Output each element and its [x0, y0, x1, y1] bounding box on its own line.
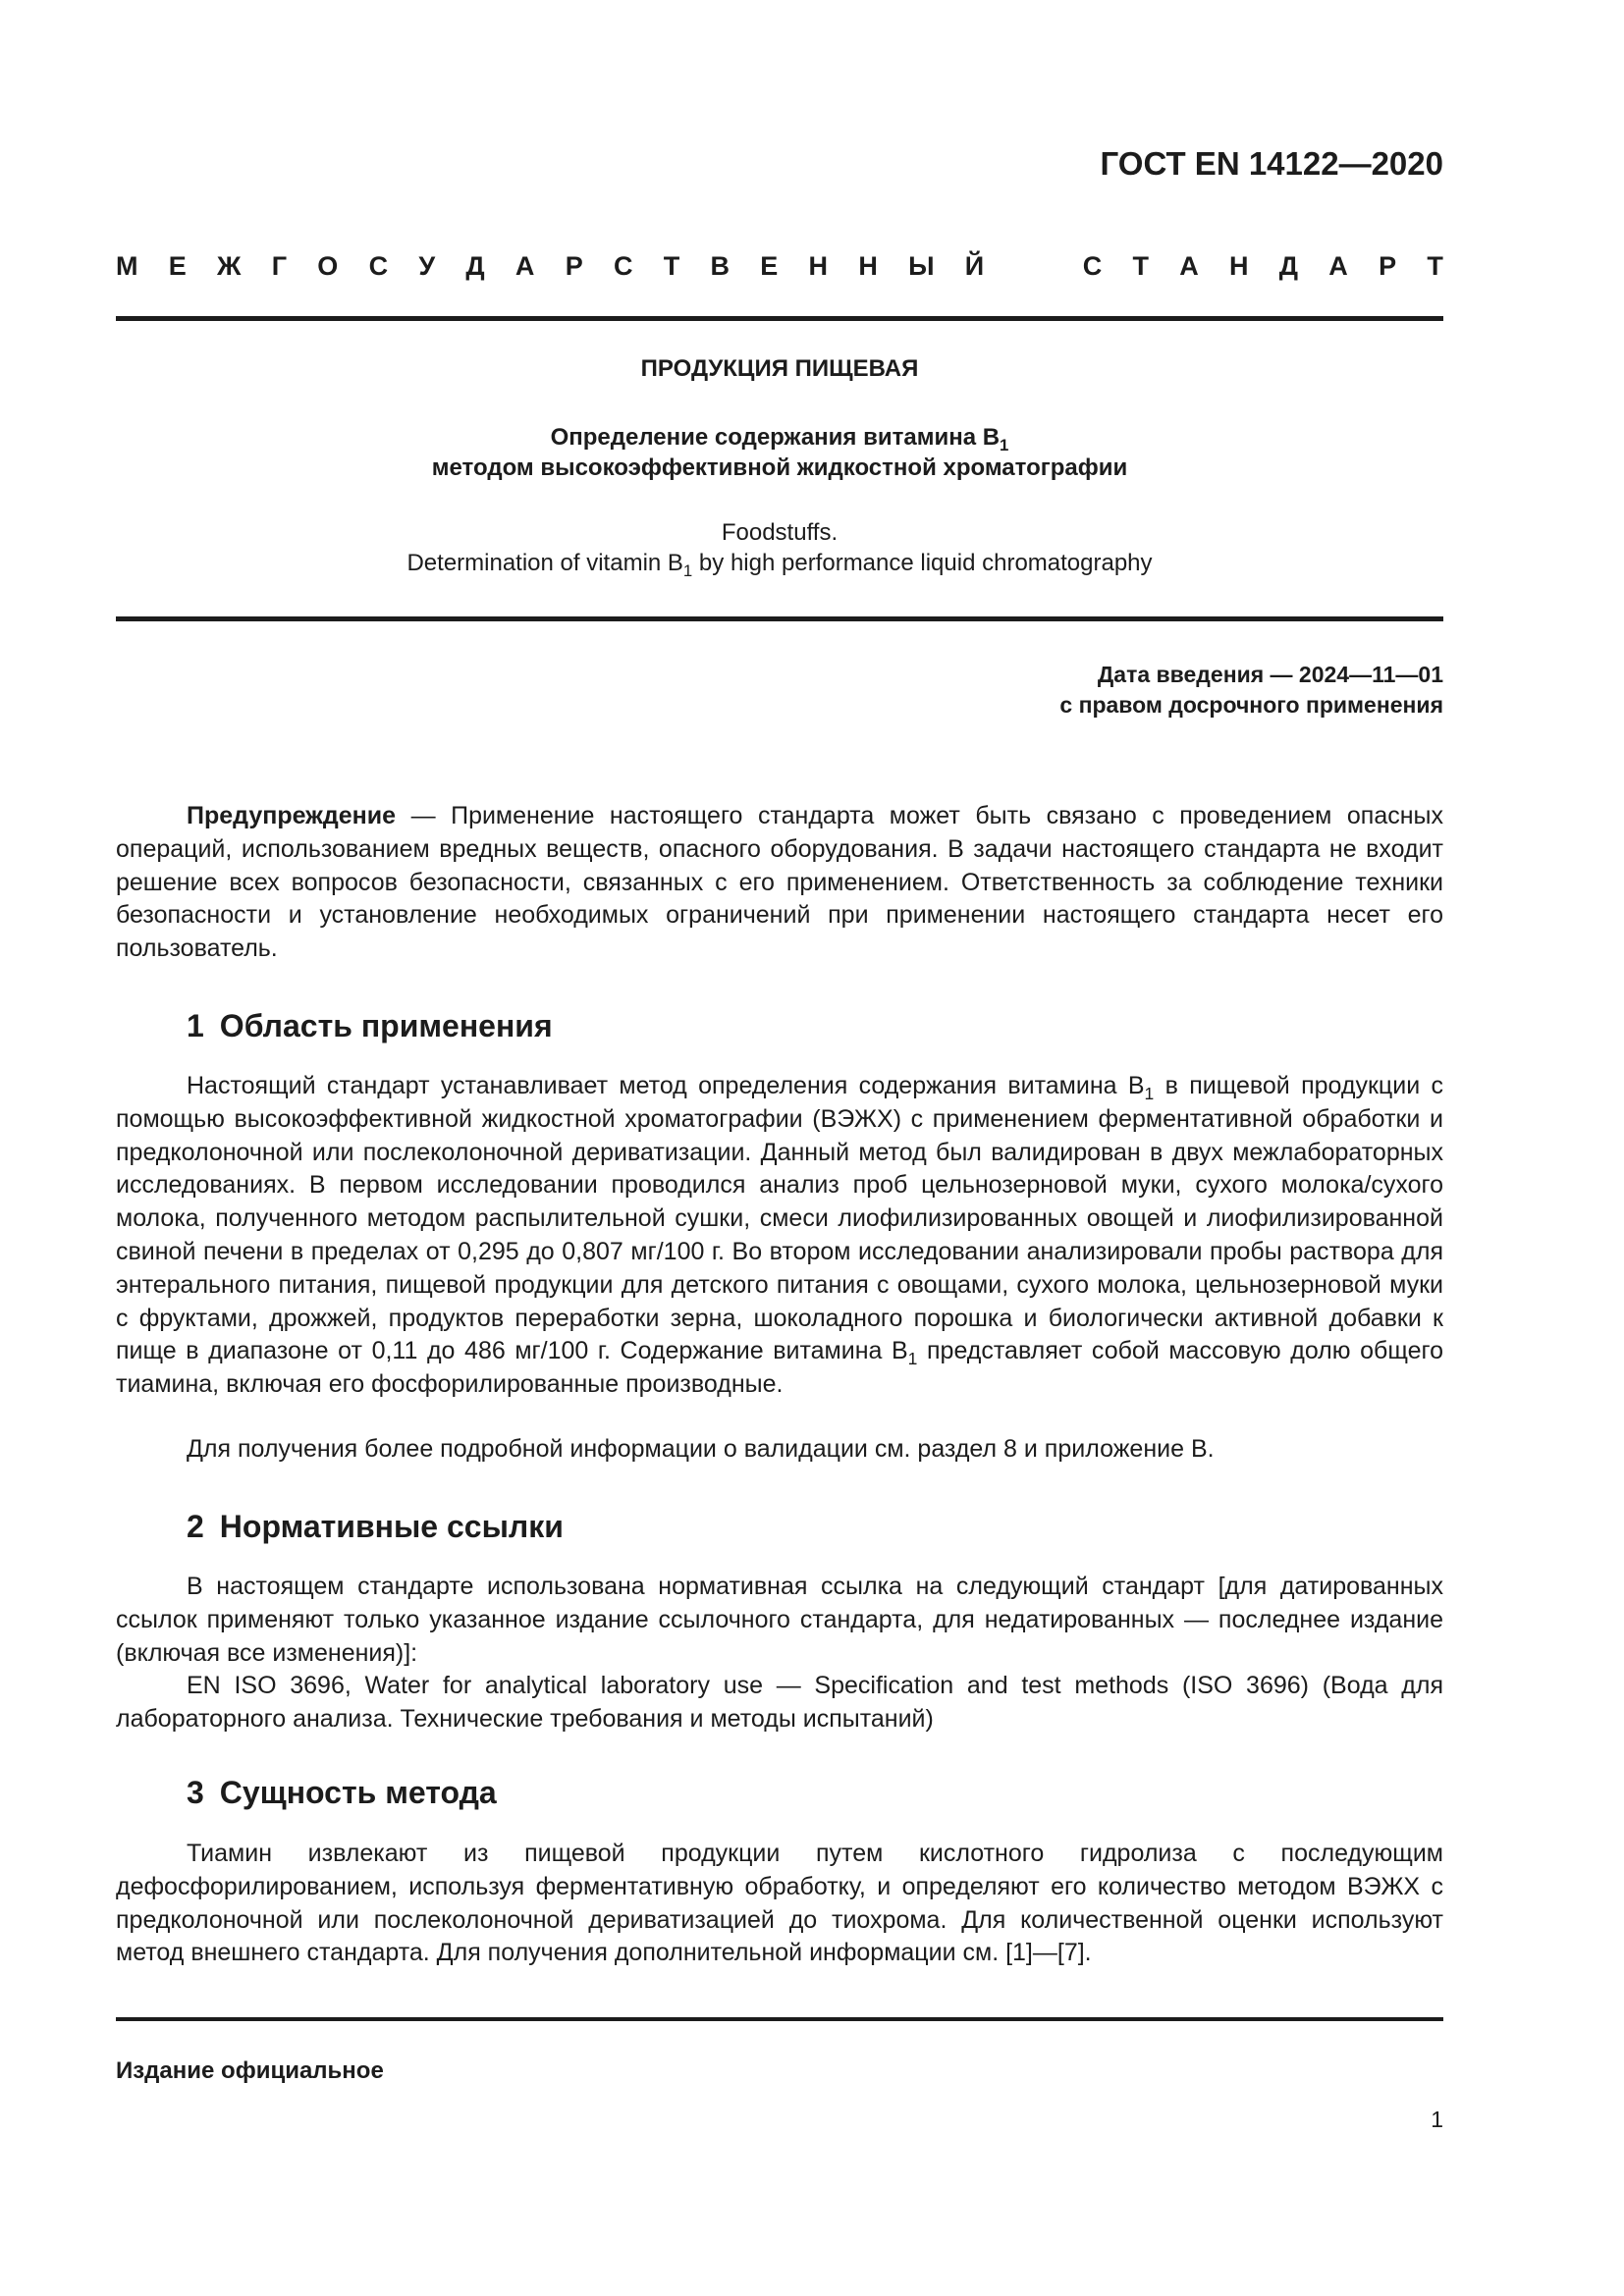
heading-letter: Ж	[217, 251, 242, 281]
heading-letter: Е	[760, 251, 779, 281]
date-line: Дата введения — 2024—11—01	[1097, 662, 1443, 687]
page-number: 1	[1431, 2107, 1443, 2132]
section-title: Нормативные ссылки	[219, 1509, 564, 1544]
heading-letter: Т	[1132, 251, 1149, 281]
subscript: 1	[682, 561, 693, 580]
subtitle-line: методом высокоэффективной жидкостной хроматографии	[431, 454, 1128, 481]
method-principle-paragraph: Тиамин извлекают из пищевой продукции путем кислотного гидролиза с последующим дефосфорилированием, используя ферментативную обработку, и определяют его количество методом ВЭЖХ с предколоночной или послеколоночной дериватизацией до тиохрома. Для количественной оценки используют метод внешнего стандарта. Для получения дополнительной информации см. [1]—[7].	[116, 1840, 1443, 1967]
heading-letter: Н	[808, 251, 829, 281]
subscript: 1	[1000, 435, 1009, 454]
warning-text: — Применение настоящего стандарта может быть связано с проведением опасных операций, использованием вредных веществ, опасного оборудования. В задачи настоящего стандарта не входит решение всех вопросов безопасности, связанных с его применением. Ответственность за соблюдение техники безопасности и установление необходимых ограничений при применении настоящего стандарта несет его пользователь.	[116, 802, 1443, 963]
heading-letter: А	[1179, 251, 1199, 281]
warning-paragraph	[116, 800, 1443, 966]
scope-paragraph	[116, 1070, 1443, 1402]
warning-label: Предупреждение	[187, 802, 397, 829]
heading-letter: Г	[271, 251, 288, 281]
heading-letter: С	[368, 251, 389, 281]
document-title: ПРОДУКЦИЯ ПИЩЕВАЯ	[640, 355, 919, 382]
text-run: представляет собой массовую долю общего тиамина, включая его фосфорилированные производные.	[116, 1337, 1443, 1399]
heading-letter: Й	[964, 251, 985, 281]
document-subtitle	[116, 422, 1443, 483]
text-run: в пищевой продукции с помощью высокоэффективной жидкостной хроматографии (ВЭЖХ) с применением ферментативной обработки и предколоночной или послеколоночной дериватизации. Данный метод был валидирован в двух межлабораторных исследованиях. В первом исследовании проводился анализ проб цельнозерновой муки, сухого молока/сухого молока, полученного методом распылительной сушки, смеси лиофилизированных овощей и лиофилизированной свиной печени в пределах от 0,295 до 0,807 мг/100 г. Во втором исследовании анализировали пробы раствора для энтерального питания, пищевой продукции для детского питания с овощами, сухого молока, цельнозерновой муки с фруктами, дрожжей, продуктов переработки зерна, шоколадного порошка и биологически активной добавки к пище в диапазоне от 0,11 до 486 мг/100 г. Содержание витамина B	[116, 1072, 1443, 1365]
heading-letter: С	[613, 251, 633, 281]
official-edition-label: Издание официальное	[116, 2057, 384, 2084]
section-heading	[187, 1775, 497, 1811]
subscript: 1	[1144, 1084, 1155, 1104]
heading-letter: Н	[1229, 251, 1249, 281]
section-number: 3	[187, 1775, 204, 1810]
heading-letter: Д	[1278, 251, 1299, 281]
subtitle-line: Определение содержания витамина B	[550, 424, 1001, 451]
english-title	[116, 517, 1443, 578]
heading-letter: Т	[663, 251, 680, 281]
word-gap	[1014, 251, 1052, 282]
heading-letter: Д	[465, 251, 485, 281]
heading-letter: Р	[1379, 251, 1397, 281]
validation-reference-paragraph: Для получения более подробной информации о валидации см. раздел 8 и приложение В.	[187, 1435, 1215, 1463]
heading-letter: Ы	[908, 251, 935, 281]
normative-reference: EN ISO 3696, Water for analytical laboratory use — Specification and test methods (ISO 3696) (Вода для лабораторного анализа. Технические требования и методы испытаний)	[116, 1672, 1443, 1733]
section-number: 1	[187, 1008, 204, 1043]
heading-letter: Е	[168, 251, 187, 281]
heading-letter: Н	[858, 251, 878, 281]
divider	[116, 316, 1443, 321]
heading-letter: В	[710, 251, 730, 281]
english-title-line: Foodstuffs.	[721, 519, 839, 546]
heading-letter: А	[1328, 251, 1348, 281]
heading-letter: Р	[565, 251, 583, 281]
english-title-line: Determination of vitamin B	[406, 550, 683, 576]
heading-letter: Т	[1427, 251, 1443, 281]
gost-code: ГОСТ EN 14122—2020	[1100, 145, 1443, 182]
heading-letter: С	[1082, 251, 1103, 281]
section-number: 2	[187, 1509, 204, 1544]
footer-divider	[116, 2017, 1443, 2021]
subscript: 1	[907, 1349, 918, 1369]
introduction-date	[884, 660, 1443, 721]
early-application-line: с правом досрочного применения	[1059, 692, 1443, 718]
heading-letter: О	[317, 251, 339, 281]
normative-paragraph: В настоящем стандарте использована нормативная ссылка на следующий стандарт [для датированных ссылок применяют только указанное издание ссылочного стандарта, для недатированных — последнее издание (включая все изменения)]:	[116, 1573, 1443, 1667]
interstate-standard-heading	[116, 251, 1443, 282]
text-run: Настоящий стандарт устанавливает метод определения содержания витамина B	[187, 1072, 1145, 1099]
heading-letter: А	[514, 251, 535, 281]
section-title: Сущность метода	[219, 1775, 497, 1810]
divider	[116, 616, 1443, 621]
section-heading	[187, 1509, 564, 1545]
heading-letter: М	[116, 251, 138, 281]
section-title: Область применения	[219, 1008, 553, 1043]
section-heading	[187, 1008, 553, 1044]
heading-letter: У	[418, 251, 436, 281]
english-title-line: by high performance liquid chromatography	[692, 550, 1153, 576]
